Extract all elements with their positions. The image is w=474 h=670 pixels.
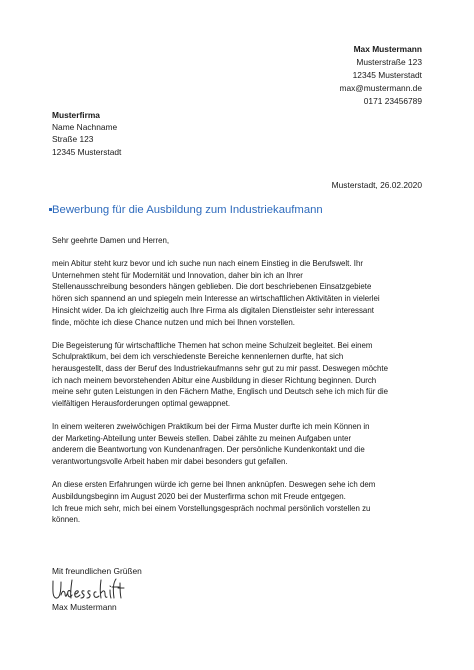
body-line: vielfältigen Herausforderungen optimal gewappnet. <box>52 399 231 409</box>
body-paragraph <box>52 479 428 526</box>
body-line: meine sehr guten Leistungen in den Fächern Mathe, Englisch und Deutsch sehe ich mich für die <box>52 387 388 397</box>
body-line: herausgestellt, dass der Beruf des Industriekaufmanns sehr gut zu mir passt. Deswegen möchte <box>52 363 388 373</box>
body-line: Die Begeisterung für wirtschaftliche Themen hat schon meine Schulzeit begleitet. Bei einem <box>52 340 373 350</box>
sender-phone: 0171 23456789 <box>363 96 422 107</box>
body-line: Ausbildungsbeginn im August 2020 bei der Musterfirma schon mit Freude entgegen. <box>52 491 346 501</box>
body-paragraph <box>52 340 428 410</box>
body-line: An diese ersten Erfahrungen würde ich gerne bei Ihnen anknüpfen. Deswegen sehe ich dem <box>52 480 376 490</box>
body-line: Stellenausschreibung besonders hängen geblieben. Die dort beschriebenen Einsatzgebiete <box>52 282 372 292</box>
body-line: In einem weiteren zweiwöchigen Praktikum bei der Firma Muster durfte ich mein Können in <box>52 422 370 432</box>
sender-street: Musterstraße 123 <box>356 57 422 68</box>
recipient-city: 12345 Musterstadt <box>52 146 122 157</box>
recipient-block <box>52 109 121 158</box>
body-line: Ich freue mich sehr, mich bei einem Vorstellungsgespräch nochmal persönlich vorstellen zu <box>52 503 371 513</box>
letter-date: Musterstadt, 26.02.2020 <box>331 180 422 190</box>
body-paragraph <box>52 258 428 328</box>
handwritten-signature <box>50 577 130 603</box>
sender-city: 12345 Musterstadt <box>352 70 422 81</box>
sender-block <box>339 43 422 108</box>
body-line: können. <box>52 515 81 525</box>
recipient-company: Musterfirma <box>52 110 100 120</box>
body-line: verantwortungsvolle Arbeit haben mir dabei besonders gut gefallen. <box>52 457 288 467</box>
body-line: Hinsicht wider. Da ich gleichzeitig auch Ihre Firma als digitalen Dienstleister sehr interessant <box>52 305 374 315</box>
body-line: Unternehmen steht für Modernität und Innovation, daher bin ich an Ihrer <box>52 270 303 280</box>
body-line: anderem die Beantwortung von Kundenanfragen. Der persönliche Kundenkontakt und die <box>52 445 365 455</box>
body-paragraph <box>52 421 428 468</box>
signer-name: Max Mustermann <box>52 602 117 612</box>
body-line: mein Abitur steht kurz bevor und ich suche nun nach einem Einstieg in die Berufswelt. Ihr <box>52 259 363 268</box>
body-line: finde, möchte ich diese Chance nutzen und mich bei Ihnen vorstellen. <box>52 317 296 327</box>
body-line: hören sich spannend an und spiegeln mein Interesse an wirtschaftlichen Aktivitäten in vielerlei <box>52 294 380 304</box>
recipient-contact: Name Nachname <box>52 122 118 133</box>
salutation: Sehr geehrte Damen und Herren, <box>52 236 170 245</box>
body-line: Schulpraktikum, bei dem ich verschiedenste Bereiche kennenlernen durfte, hat sich <box>52 352 344 362</box>
subject-text: Bewerbung für die Ausbildung zum Industriekaufmann <box>52 204 323 216</box>
body-line: ich nach meinem bevorstehenden Abitur eine Ausbildung in dieser Richtung beginnen. Durch <box>52 375 377 385</box>
sender-name: Max Mustermann <box>353 44 422 54</box>
recipient-street: Straße 123 <box>52 134 94 145</box>
closing-phrase: Mit freundlichen Grüßen <box>52 566 142 576</box>
sender-email: max@mustermann.de <box>339 83 422 94</box>
letter-body <box>52 235 428 537</box>
body-line: der Marketing-Abteilung unter Beweis stellen. Dabei zählte zu meinen Aufgaben unter <box>52 433 352 443</box>
subject-heading <box>52 203 432 218</box>
heading-marker <box>49 208 52 211</box>
